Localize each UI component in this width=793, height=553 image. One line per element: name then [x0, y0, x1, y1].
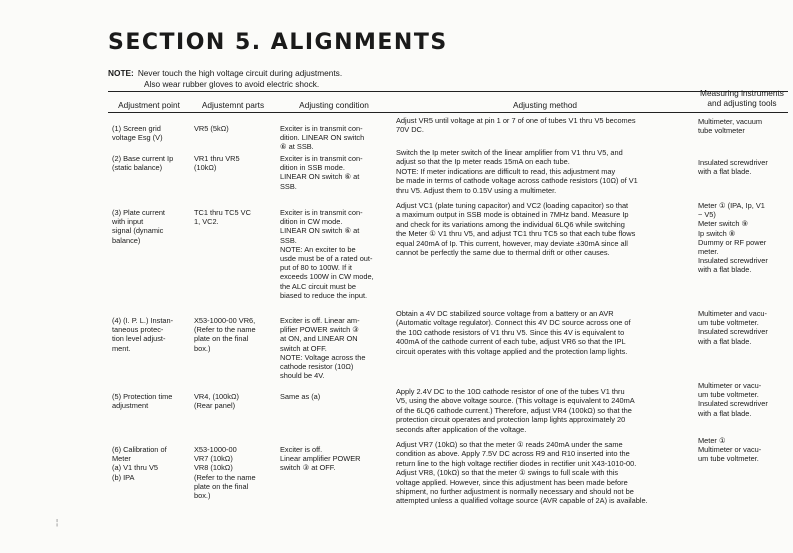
row2-tools: Insulated screwdriver with a flat blade. — [698, 158, 768, 177]
row1-method: Adjust VR5 until voltage at pin 1 or 7 of one of tubes V1 thru V5 becomes 70V DC. — [396, 116, 636, 135]
row2-condition: Exciter is in transmit con- dition in SSB mode. LINEAR ON switch ⑥ at SSB. — [280, 154, 363, 191]
row5-method: Apply 2.4V DC to the 10Ω cathode resistor of one of the tubes V1 thru V5, using the above voltage source. (This voltage is equivalent to 240mA of the 6LQ6 cathode current.) Therefore, adjust VR4 (100kΩ) so that the protection circuit operates and protection lamp lights approximately 20 seconds after application of the voltage. — [396, 387, 635, 434]
row3-method: Adjust VC1 (plate tuning capacitor) and VC2 (loading capacitor) so that a maximum output in SSB mode is obtained in 7MHz band. Measure Ip and check for its variations among the individual 6LQ6 while switching the Meter ① V1 thru V5, and adjust TC1 thru TC5 so that each tube flows equal 240mA of Ip. This current, however, may deviate ±30mA since all cannot be perfectly the same due to thermal drift or other causes. — [396, 201, 636, 258]
row4-tools: Multimeter and vacu- um tube voltmeter. Insulated screwdriver with a flat blade. — [698, 309, 768, 346]
table-top-rule — [108, 91, 788, 92]
section-title: SECTION 5. ALIGNMENTS — [108, 30, 448, 55]
header-adjustment-point: Adjustment point — [118, 100, 180, 110]
header-adjusting-method: Adjusting method — [512, 100, 578, 110]
header-bottom-rule — [108, 112, 788, 113]
note-label: NOTE: — [108, 68, 134, 78]
row6-point: (6) Calibration of Meter (a) V1 thru V5 (b) IPA — [112, 445, 167, 482]
row5-point: (5) Protection time adjustment — [112, 392, 173, 411]
row1-point: (1) Screen grid voltage Esg (V) — [112, 124, 163, 143]
row4-method: Obtain a 4V DC stabilized source voltage from a battery or an AVR (Automatic voltage regulator). Connect this 4V DC source across one of the 10Ω cathode resistors of V1 thru V5. Since this 4V is equivalent to 400mA of the cathode current of each tube, adjust VR6 so that the IPL circuit operates with this voltage applied and the protection lamp lights. — [396, 309, 631, 356]
note-line-1: Never touch the high voltage circuit during adjustments. — [137, 68, 343, 78]
row1-parts: VR5 (5kΩ) — [194, 124, 229, 133]
safety-note — [108, 68, 342, 90]
margin-mark: ¦ — [56, 518, 59, 527]
header-measuring-tools: Measuring instruments and adjusting tools — [700, 88, 784, 108]
row3-point: (3) Plate current with input signal (dynamic balance) — [112, 208, 165, 245]
row3-condition: Exciter is in transmit con- dition in CW mode. LINEAR ON switch ⑥ at SSB. NOTE: An exciter to be usde must be of a rated out- put of 80 to 100W. If it exceeds 100W in CW mode, the ALC circuit must be biased to reduce the input. — [280, 208, 374, 300]
row4-point: (4) (I. P. L.) Instan- taneous protec- tion level adjust- ment. — [112, 316, 174, 353]
row2-parts: VR1 thru VR5 (10kΩ) — [194, 154, 240, 173]
row2-point: (2) Base current Ip (static balance) — [112, 154, 174, 173]
row5-tools: Multimeter or vacu- um tube voltmeter. Insulated screwdriver with a flat blade. — [698, 381, 768, 418]
row3-tools: Meter ① (IPA, Ip, V1 ~ V5) Meter switch ⑨ Ip switch ⑧ Dummy or RF power meter. Insulated screwdriver with a flat blade. — [698, 201, 768, 275]
row6-parts: X53-1000-00 VR7 (10kΩ) VR8 (10kΩ) (Refer to the name plate on the final box.) — [194, 445, 256, 501]
row5-parts: VR4, (100kΩ) (Rear panel) — [194, 392, 239, 411]
row4-condition: Exciter is off. Linear am- plifier POWER switch ③ at ON, and LINEAR ON switch at OFF. NOTE: Voltage across the cathode resistor (10Ω) should be 4V. — [280, 316, 366, 381]
row4-parts: X53-1000-00 VR6, (Refer to the name plate on the final box.) — [194, 316, 256, 353]
row3-parts: TC1 thru TC5 VC 1, VC2. — [194, 208, 251, 227]
note-line-2: Also wear rubber gloves to avoid electric shock. — [144, 79, 320, 89]
row6-condition: Exciter is off. Linear amplifier POWER switch ③ at OFF. — [280, 445, 361, 473]
row2-method: Switch the Ip meter switch of the linear amplifier from V1 thru V5, and adjust so that the Ip meter reads 15mA on each tube. NOTE: If meter indications are difficult to read, this adjustment may be made in terms of cathode voltage across cathode resistors (10Ω) of V1 thru V5. Adjust them to 0.15V using a multimeter. — [396, 148, 638, 195]
row1-tools: Multimeter, vacuum tube voltmeter — [698, 117, 763, 136]
row6-tools: Meter ① Multimeter or vacu- um tube voltmeter. — [698, 436, 762, 464]
row5-condition: Same as (a) — [280, 392, 321, 401]
row6-method: Adjust VR7 (10kΩ) so that the meter ① reads 240mA under the same condition as above. Apply 7.5V DC across R9 and R10 inserted into the return line to the high voltage rectifier diodes in rectifier unit X43-1010-00. Adjust VR8, (10kΩ) so that the meter ① swings to full scale with this voltage applied. However, since this adjustment has been made before shipment, no further adjustment is normally necessary and should not be attempted unless a qualified voltage source (AVR capable of 2A) is available. — [396, 440, 648, 506]
header-adjusting-condition: Adjusting condition — [299, 100, 369, 110]
row1-condition: Exciter is in transmit con- dition. LINEAR ON switch ⑥ at SSB. — [280, 124, 365, 152]
header-adjustment-parts: Adjustemnt parts — [201, 100, 265, 110]
